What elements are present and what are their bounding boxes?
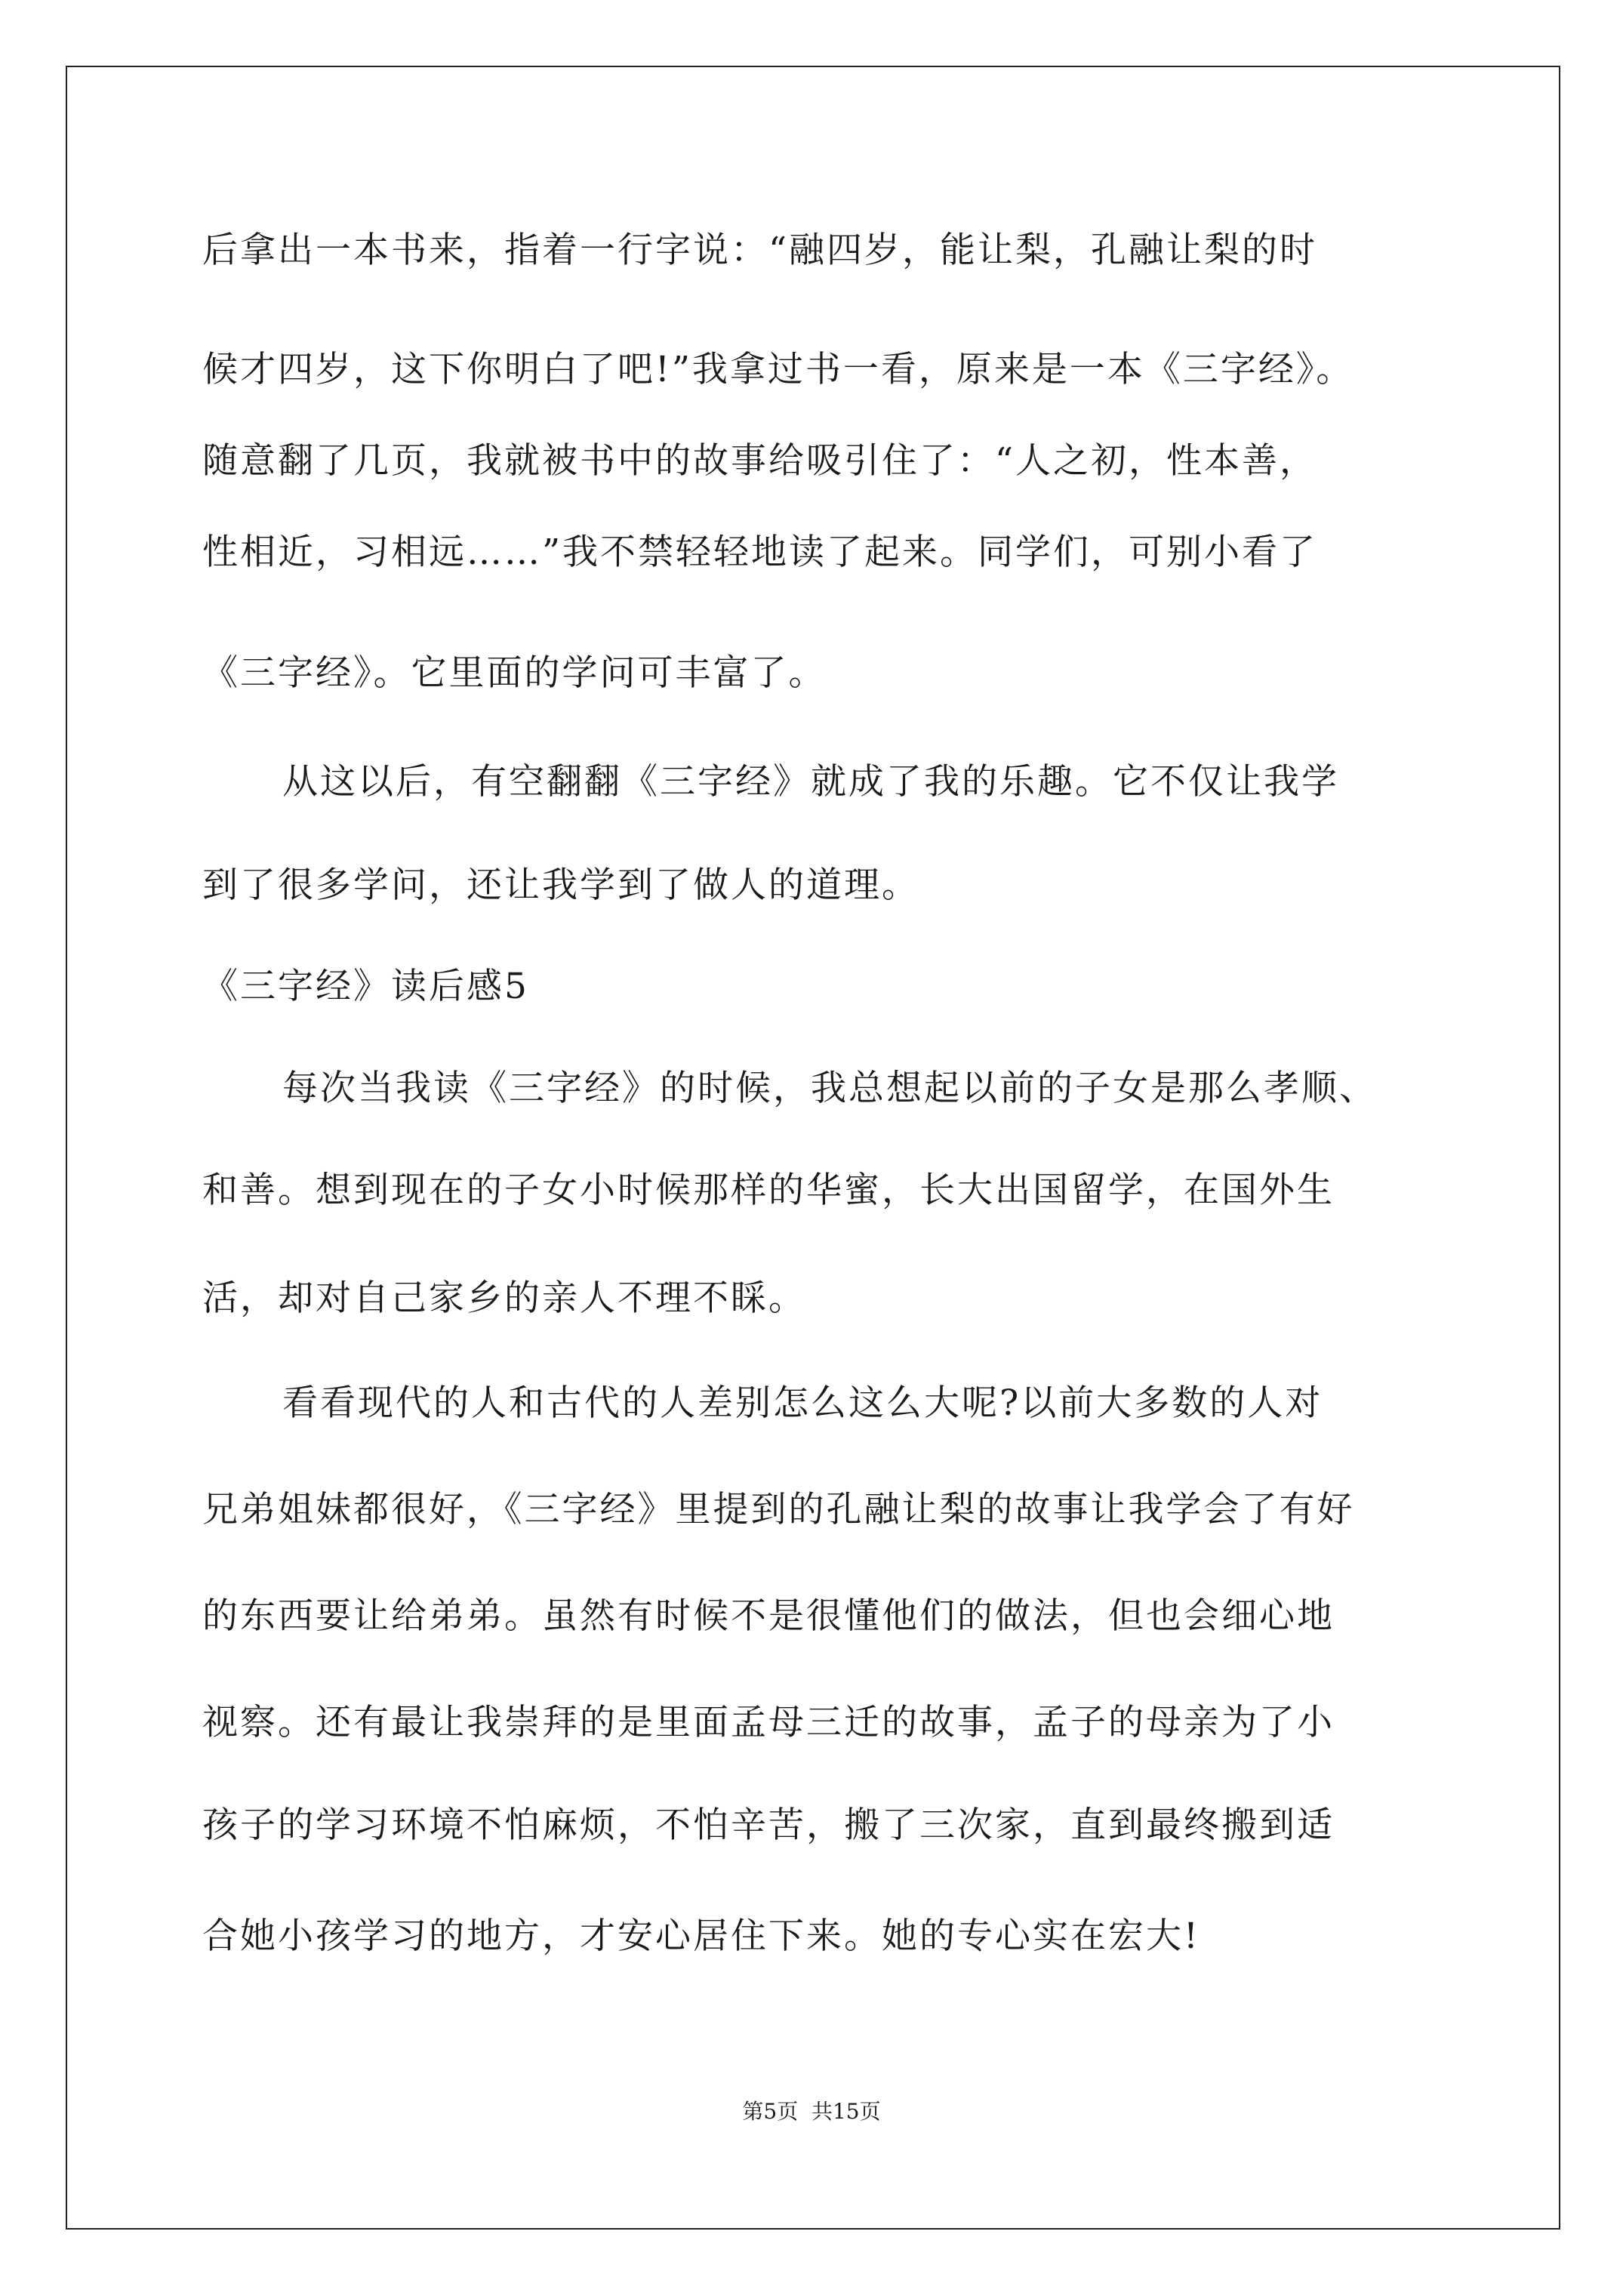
page-number-footer: 第5页 共15页 bbox=[742, 2099, 881, 2124]
paragraph-line: 性相近，习相远……”我不禁轻轻地读了起来。同学们，可别小看了 bbox=[202, 532, 1318, 573]
paragraph-line: 合她小孩学习的地方，才安心居住下来。她的专心实在宏大! bbox=[202, 1915, 1200, 1957]
paragraph-line: 候才四岁，这下你明白了吧!”我拿过书一看，原来是一本《三字经》。 bbox=[202, 349, 1354, 390]
paragraph-line: 孩子的学习环境不怕麻烦，不怕辛苦，搬了三次家，直到最终搬到适 bbox=[202, 1804, 1335, 1846]
paragraph-line: 从这以后，有空翻翻《三字经》就成了我的乐趣。它不仅让我学 bbox=[282, 761, 1339, 803]
section-heading: 《三字经》读后感5 bbox=[202, 966, 529, 1007]
paragraph-line: 的东西要让给弟弟。虽然有时候不是很懂他们的做法，但也会细心地 bbox=[202, 1595, 1335, 1637]
paragraph-line: 随意翻了几页，我就被书中的故事给吸引住了：“人之初，性本善， bbox=[202, 440, 1318, 482]
paragraph-line: 活，却对自己家乡的亲人不理不睬。 bbox=[202, 1277, 806, 1319]
paragraph-line: 后拿出一本书来，指着一行字说：“融四岁，能让梨，孔融让梨的时 bbox=[202, 230, 1318, 271]
paragraph-line: 和善。想到现在的子女小时候那样的华蜜，长大出国留学，在国外生 bbox=[202, 1170, 1335, 1211]
paragraph-line: 兄弟姐妹都很好，《三字经》里提到的孔融让梨的故事让我学会了有好 bbox=[202, 1489, 1355, 1530]
paragraph-line: 《三字经》。它里面的学问可丰富了。 bbox=[202, 652, 827, 694]
paragraph-line: 看看现代的人和古代的人差别怎么这么大呢?以前大多数的人对 bbox=[282, 1382, 1323, 1424]
paragraph-line: 视察。还有最让我崇拜的是里面孟母三迁的故事，孟子的母亲为了小 bbox=[202, 1702, 1335, 1743]
paragraph-line: 每次当我读《三字经》的时候，我总想起以前的子女是那么孝顺、 bbox=[282, 1068, 1377, 1109]
paragraph-line: 到了很多学问，还让我学到了做人的道理。 bbox=[202, 864, 919, 906]
